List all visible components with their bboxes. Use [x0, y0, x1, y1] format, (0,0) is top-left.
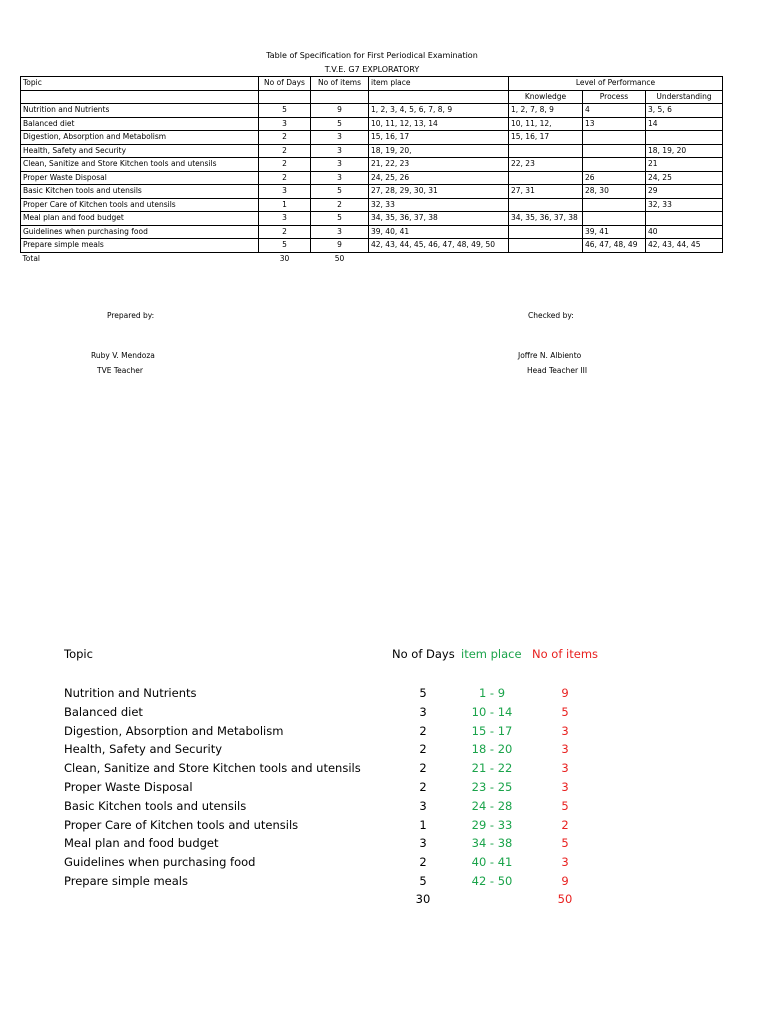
summary-days: 2	[419, 761, 427, 776]
cell-items: 5	[311, 117, 369, 131]
table-subheader-row	[21, 90, 723, 104]
cell-place: 34, 35, 36, 37, 38	[369, 212, 509, 226]
table-row	[21, 171, 723, 185]
cell-understanding	[646, 212, 723, 226]
header-days: No of Days	[259, 77, 311, 91]
cell-process: 26	[583, 171, 646, 185]
header-knowledge: Knowledge	[509, 90, 583, 104]
cell-knowledge: 15, 16, 17	[509, 131, 583, 145]
cell-understanding	[646, 131, 723, 145]
summary-total-row	[0, 892, 768, 910]
document-title: Table of Specification for First Periodical Examination	[266, 51, 478, 60]
summary-place: 40 - 41	[471, 855, 513, 870]
cell-days: 2	[259, 158, 311, 172]
cell-process	[583, 198, 646, 212]
summary-topic: Health, Safety and Security	[64, 742, 223, 757]
cell-days: 5	[259, 239, 311, 253]
cell-topic: Proper Waste Disposal	[21, 171, 259, 185]
cell-process: 39, 41	[583, 225, 646, 239]
cell-days: 2	[259, 225, 311, 239]
summary-days: 5	[419, 874, 427, 888]
summary-header-topic: Topic	[64, 647, 93, 661]
summary-row	[0, 742, 768, 760]
cell-knowledge	[509, 225, 583, 239]
summary-row	[0, 836, 768, 854]
cell-understanding: 40	[646, 225, 723, 239]
summary-days: 5	[419, 686, 427, 700]
header-topic: Topic	[21, 77, 259, 91]
cell-place: 39, 40, 41	[369, 225, 509, 239]
header-process: Process	[583, 90, 646, 104]
summary-place: 10 - 14	[471, 704, 513, 719]
summary-items: 3	[561, 855, 569, 870]
total-items: 50	[334, 253, 345, 263]
summary-days: 2	[419, 723, 427, 738]
cell-place: 21, 22, 23	[369, 158, 509, 172]
cell-topic: Health, Safety and Security	[21, 144, 259, 158]
summary-items: 3	[561, 780, 569, 794]
cell-place: 18, 19, 20,	[369, 144, 509, 158]
table-row	[21, 239, 723, 253]
subheader-blank	[311, 90, 369, 104]
cell-place: 15, 16, 17	[369, 131, 509, 145]
cell-knowledge: 22, 23	[509, 158, 583, 172]
cell-understanding: 32, 33	[646, 198, 723, 212]
summary-items: 3	[561, 723, 569, 738]
cell-knowledge: 34, 35, 36, 37, 38	[509, 212, 583, 226]
cell-place: 1, 2, 3, 4, 5, 6, 7, 8, 9	[369, 104, 509, 118]
summary-row	[0, 705, 768, 723]
prepared-by-name: Ruby V. Mendoza	[91, 351, 155, 360]
summary-days: 1	[419, 817, 427, 832]
summary-items: 9	[561, 686, 569, 700]
summary-place: 34 - 38	[471, 836, 513, 851]
table-row	[21, 185, 723, 199]
cell-days: 5	[259, 104, 311, 118]
cell-topic: Prepare simple meals	[21, 239, 259, 253]
summary-topic: Proper Care of Kitchen tools and utensils	[64, 817, 299, 832]
cell-days: 3	[259, 185, 311, 199]
summary-items: 5	[561, 704, 569, 719]
cell-understanding: 21	[646, 158, 723, 172]
cell-topic: Digestion, Absorption and Metabolism	[21, 131, 259, 145]
cell-days: 3	[259, 212, 311, 226]
total-label: Total	[22, 253, 41, 263]
table-header-row	[21, 77, 723, 91]
cell-process	[583, 131, 646, 145]
checked-by-name: Joffre N. Albiento	[518, 351, 582, 360]
summary-place: 29 - 33	[471, 817, 513, 832]
table-total-row	[21, 252, 723, 265]
summary-topic: Nutrition and Nutrients	[64, 686, 197, 700]
checked-by-label: Checked by:	[528, 311, 574, 320]
cell-understanding: 24, 25	[646, 171, 723, 185]
cell-days: 2	[259, 131, 311, 145]
summary-days: 3	[419, 836, 427, 851]
cell-topic: Nutrition and Nutrients	[21, 104, 259, 118]
cell-understanding: 18, 19, 20	[646, 144, 723, 158]
cell-place: 32, 33	[369, 198, 509, 212]
summary-header-items: No of items	[532, 647, 599, 661]
table-row	[21, 117, 723, 131]
summary-row	[0, 761, 768, 779]
table-row	[21, 225, 723, 239]
header-level: Level of Performance	[509, 77, 723, 91]
cell-items: 3	[311, 158, 369, 172]
cell-items: 2	[311, 198, 369, 212]
subheader-blank	[369, 90, 509, 104]
summary-header-place: item place	[461, 647, 522, 661]
cell-days: 2	[259, 171, 311, 185]
summary-total-days: 30	[415, 891, 431, 906]
summary-topic: Balanced diet	[64, 704, 143, 719]
cell-place: 27, 28, 29, 30, 31	[369, 185, 509, 199]
header-place: item place	[369, 77, 509, 91]
cell-place: 42, 43, 44, 45, 46, 47, 48, 49, 50	[369, 239, 509, 253]
cell-process: 46, 47, 48, 49	[583, 239, 646, 253]
subheader-blank	[21, 90, 259, 104]
summary-items: 3	[561, 742, 569, 757]
cell-days: 1	[259, 198, 311, 212]
summary-total-items: 50	[557, 891, 573, 906]
summary-place: 21 - 22	[471, 761, 513, 776]
cell-knowledge: 1, 2, 7, 8, 9	[509, 104, 583, 118]
summary-place: 24 - 28	[471, 798, 513, 813]
cell-topic: Balanced diet	[21, 117, 259, 131]
cell-topic: Proper Care of Kitchen tools and utensils	[21, 198, 259, 212]
summary-topic: Prepare simple meals	[64, 874, 188, 888]
cell-process	[583, 144, 646, 158]
summary-topic: Basic Kitchen tools and utensils	[64, 798, 247, 813]
summary-days: 2	[419, 780, 427, 794]
summary-header-row	[0, 647, 768, 665]
total-days: 30	[279, 253, 290, 263]
summary-place: 23 - 25	[471, 780, 513, 794]
summary-place: 15 - 17	[471, 723, 513, 738]
document-subtitle: T.V.E. G7 EXPLORATORY	[324, 65, 420, 74]
summary-place: 18 - 20	[471, 742, 513, 757]
summary-days: 3	[419, 798, 427, 813]
cell-topic: Clean, Sanitize and Store Kitchen tools and utensils	[21, 158, 259, 172]
header-understanding: Understanding	[646, 90, 723, 104]
cell-knowledge	[509, 198, 583, 212]
summary-row	[0, 799, 768, 817]
cell-place: 10, 11, 12, 13, 14	[369, 117, 509, 131]
cell-knowledge	[509, 171, 583, 185]
cell-knowledge	[509, 239, 583, 253]
summary-items: 9	[561, 874, 569, 888]
cell-items: 9	[311, 104, 369, 118]
cell-items: 9	[311, 239, 369, 253]
summary-row	[0, 724, 768, 742]
table-row	[21, 104, 723, 118]
prepared-by-label: Prepared by:	[107, 311, 155, 320]
table-row	[21, 212, 723, 226]
cell-items: 5	[311, 212, 369, 226]
summary-row	[0, 686, 768, 704]
cell-understanding: 42, 43, 44, 45	[646, 239, 723, 253]
table-row	[21, 144, 723, 158]
cell-place: 24, 25, 26	[369, 171, 509, 185]
summary-topic: Meal plan and food budget	[64, 836, 219, 851]
summary-items: 5	[561, 798, 569, 813]
cell-items: 5	[311, 185, 369, 199]
summary-days: 2	[419, 855, 427, 870]
summary-row	[0, 780, 768, 798]
cell-process: 13	[583, 117, 646, 131]
cell-process	[583, 212, 646, 226]
summary-topic: Guidelines when purchasing food	[64, 855, 256, 870]
specification-table	[20, 76, 723, 265]
cell-items: 3	[311, 144, 369, 158]
summary-topic: Clean, Sanitize and Store Kitchen tools and utensils	[64, 761, 361, 776]
cell-topic: Meal plan and food budget	[21, 212, 259, 226]
cell-items: 3	[311, 171, 369, 185]
summary-topic: Proper Waste Disposal	[64, 780, 193, 794]
checked-by-title: Head Teacher III	[527, 366, 588, 375]
cell-process: 28, 30	[583, 185, 646, 199]
cell-topic: Basic Kitchen tools and utensils	[21, 185, 259, 199]
subheader-blank	[259, 90, 311, 104]
summary-place: 42 - 50	[471, 874, 513, 888]
cell-process: 4	[583, 104, 646, 118]
cell-days: 3	[259, 117, 311, 131]
cell-understanding: 14	[646, 117, 723, 131]
cell-understanding: 29	[646, 185, 723, 199]
cell-knowledge: 10, 11, 12,	[509, 117, 583, 131]
table-row	[21, 198, 723, 212]
summary-topic: Digestion, Absorption and Metabolism	[64, 723, 284, 738]
summary-items: 3	[561, 761, 569, 776]
cell-days: 2	[259, 144, 311, 158]
summary-days: 3	[419, 704, 427, 719]
summary-days: 2	[419, 742, 427, 757]
cell-items: 3	[311, 131, 369, 145]
summary-header-days: No of Days	[392, 647, 455, 661]
table-row	[21, 131, 723, 145]
summary-place: 1 - 9	[478, 686, 506, 700]
table-row	[21, 158, 723, 172]
header-items: No of items	[311, 77, 369, 91]
cell-understanding: 3, 5, 6	[646, 104, 723, 118]
cell-topic: Guidelines when purchasing food	[21, 225, 259, 239]
cell-process	[583, 158, 646, 172]
cell-knowledge: 27, 31	[509, 185, 583, 199]
summary-items: 2	[561, 817, 569, 832]
summary-row	[0, 855, 768, 873]
cell-knowledge	[509, 144, 583, 158]
cell-items: 3	[311, 225, 369, 239]
summary-row	[0, 874, 768, 892]
prepared-by-title: TVE Teacher	[97, 366, 143, 375]
summary-items: 5	[561, 836, 569, 851]
summary-row	[0, 818, 768, 836]
